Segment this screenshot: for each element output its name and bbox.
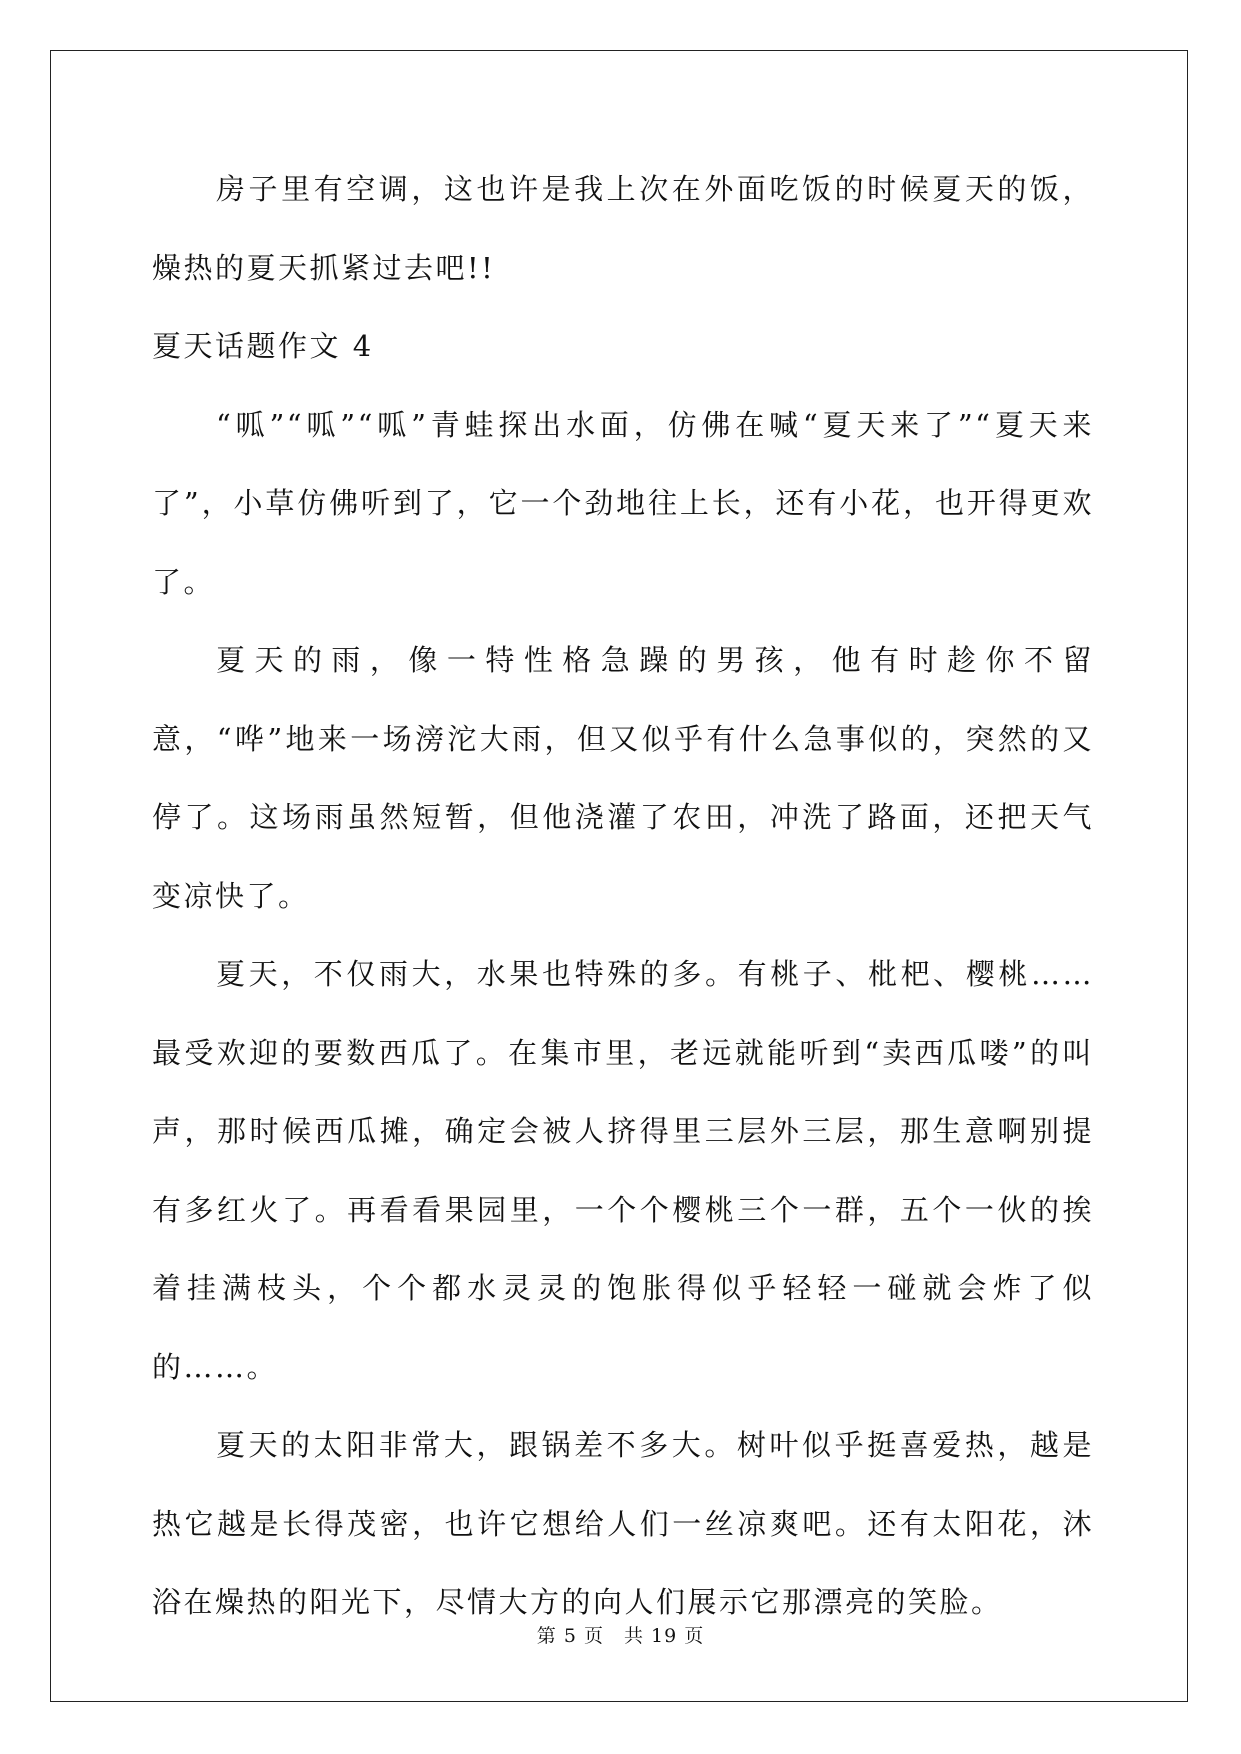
paragraph-sun: 夏天的太阳非常大，跟锅差不多大。树叶似乎挺喜爱热，越是热它越是长得茂密，也许它想给人们一丝凉爽吧。还有太阳花，沐浴在燥热的阳光下，尽情大方的向人们展示它那漂亮的笑脸。 <box>152 1428 1094 1619</box>
section-title: 夏天话题作文 4 <box>152 329 374 363</box>
paragraph-frogs: “呱”“呱”“呱”青蛙探出水面，仿佛在喊“夏天来了”“夏天来了”，小草仿佛听到了，它一个劲地往上长，还有小花，也开得更欢了。 <box>152 407 1094 599</box>
page-total: 共 19 页 <box>623 1625 705 1647</box>
paragraph-rain: 夏天的雨，像一特性格急躁的男孩，他有时趁你不留意，“哗”地来一场滂沱大雨，但又似乎有什么急事似的，突然的又停了。这场雨虽然短暂，但他浇灌了农田，冲洗了路面，还把天气变凉快了。 <box>152 643 1094 913</box>
page-footer <box>0 1624 1241 1648</box>
document-body <box>152 150 1094 1642</box>
paragraph-intro: 房子里有空调，这也许是我上次在外面吃饭的时候夏天的饭，燥热的夏天抓紧过去吧!! <box>152 172 1094 285</box>
page-number: 第 5 页 <box>536 1625 604 1647</box>
paragraph-fruit: 夏天，不仅雨大，水果也特殊的多。有桃子、枇杷、樱桃……最受欢迎的要数西瓜了。在集市里，老远就能听到“卖西瓜喽”的叫声，那时候西瓜摊，确定会被人挤得里三层外三层，那生意啊别提有多红火了。再看看果园里，一个个樱桃三个一群，五个一伙的挨着挂满枝头，个个都水灵灵的饱胀得似乎轻轻一碰就会炸了似的……。 <box>152 957 1094 1384</box>
